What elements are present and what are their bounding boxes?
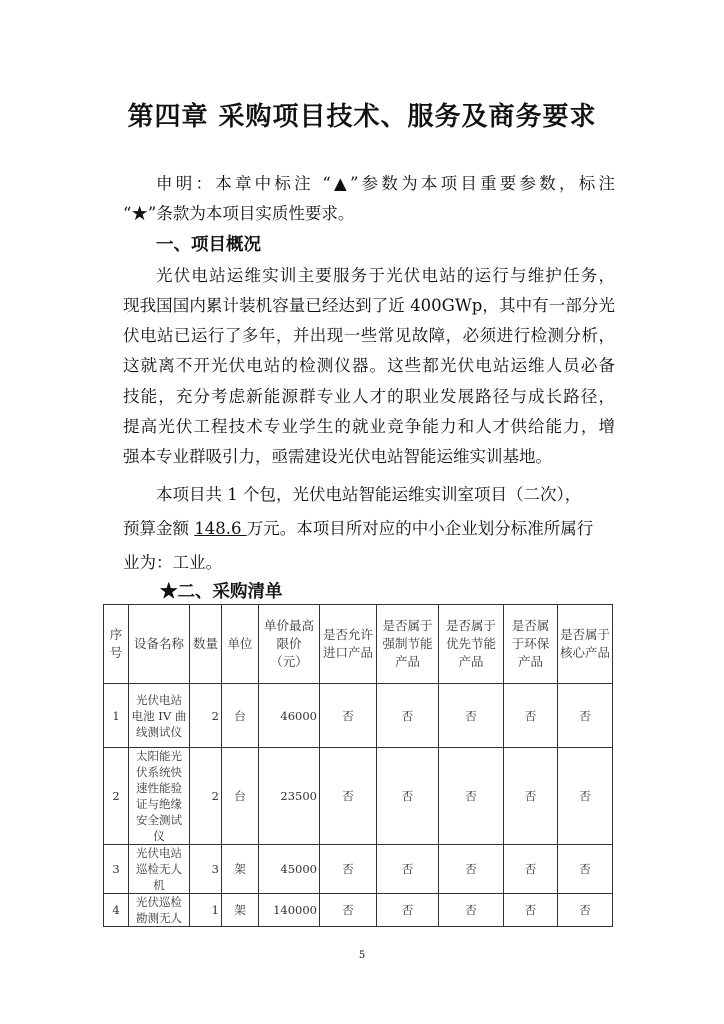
table-cell: 45000 [259,845,320,894]
table-cell: 46000 [259,684,320,748]
table-cell: 否 [504,748,558,845]
table-row [104,684,613,748]
table-cell: 台 [222,684,259,748]
table-cell: 否 [558,748,613,845]
paragraph-line: 强本专业群吸引力，亟需建设光伏电站智能运维实训基地。 [123,447,552,466]
page-number: 5 [358,950,366,961]
paragraph-line: 伏电站已运行了多年，并出现一些常见故障，必须进行检测分析， [123,326,615,345]
table-cell: 140000 [259,894,320,927]
paragraph-line: 提高光伏工程技术专业学生的就业竞争能力和人才供给能力，增 [123,417,615,436]
table-cell: 否 [377,684,439,748]
header-cell: 数量 [190,605,222,684]
table-cell: 光伏电站电池 IV 曲线测试仪 [129,684,190,748]
table-cell: 台 [222,748,259,845]
table-cell: 架 [222,845,259,894]
paragraph-line: 这就离不开光伏电站的检测仪器。这些都光伏电站运维人员必备 [123,356,615,375]
header-cell: 是否属于强制节能产品 [377,605,439,684]
table-cell: 否 [558,684,613,748]
table-cell: 2 [190,748,222,845]
statement-line: “★”条款为本项目实质性要求。 [123,204,355,223]
table-cell: 光伏电站巡检无人机 [129,845,190,894]
table-cell: 否 [558,894,613,927]
paragraph-line: 业为：工业。 [123,553,222,572]
table-row [104,894,613,927]
table-cell: 否 [377,894,439,927]
table-cell: 太阳能光伏系统快速性能验证与绝缘安全测试仪 [129,748,190,845]
paragraph-line: 技能，充分考虑新能源群专业人才的职业发展路径与成长路径， [123,387,615,406]
table-cell: 1 [190,894,222,927]
budget-suffix: 万元。本项目所对应的中小企业划分标准所属行 [246,519,594,538]
table-cell: 否 [504,845,558,894]
header-cell: 是否属于优先节能产品 [439,605,504,684]
table-cell: 否 [320,894,377,927]
table-cell: 否 [377,845,439,894]
table-cell: 否 [439,894,504,927]
table-cell: 否 [377,748,439,845]
table-cell: 否 [504,894,558,927]
header-cell: 设备名称 [129,605,190,684]
section-heading: ★二、采购清单 [160,582,283,602]
table-cell: 否 [320,684,377,748]
table-cell: 1 [104,684,129,748]
table-cell: 23500 [259,748,320,845]
statement-line: 申明：本章中标注 “▲”参数为本项目重要参数，标注 [156,174,615,193]
paragraph-line: 本项目共 1 个包，光伏电站智能运维实训室项目（二次）， [156,485,582,504]
header-cell: 单价最高限价（元） [259,605,320,684]
table-cell: 光伏巡检勘测无人 [129,894,190,927]
table-cell: 否 [320,845,377,894]
table-cell: 否 [439,684,504,748]
table-cell: 否 [558,845,613,894]
table-cell: 4 [104,894,129,927]
budget-amount: 148.6 [194,519,247,538]
paragraph-line: 光伏电站运维实训主要服务于光伏电站的运行与维护任务， [156,266,615,285]
header-cell: 单位 [222,605,259,684]
table-row [104,748,613,845]
table-cell: 3 [190,845,222,894]
chapter-title: 第四章 采购项目技术、服务及商务要求 [127,102,597,132]
header-cell: 是否属于环保产品 [504,605,558,684]
header-cell: 是否允许进口产品 [320,605,377,684]
table-cell: 否 [439,748,504,845]
table-cell: 否 [320,748,377,845]
header-cell: 序号 [104,605,129,684]
section-heading: 一、项目概况 [156,235,261,255]
table-header-row [104,605,613,684]
paragraph-line [123,517,615,541]
table-cell: 否 [439,845,504,894]
header-cell: 是否属于核心产品 [558,605,613,684]
table-cell: 架 [222,894,259,927]
table-cell: 3 [104,845,129,894]
table-cell: 2 [190,684,222,748]
procurement-table [103,604,613,927]
paragraph-line: 现我国国内累计装机容量已经达到了近 400GWp，其中有一部分光 [123,296,615,315]
table-cell: 2 [104,748,129,845]
budget-prefix: 预算金额 [123,519,195,538]
table-cell: 否 [504,684,558,748]
table-row [104,845,613,894]
